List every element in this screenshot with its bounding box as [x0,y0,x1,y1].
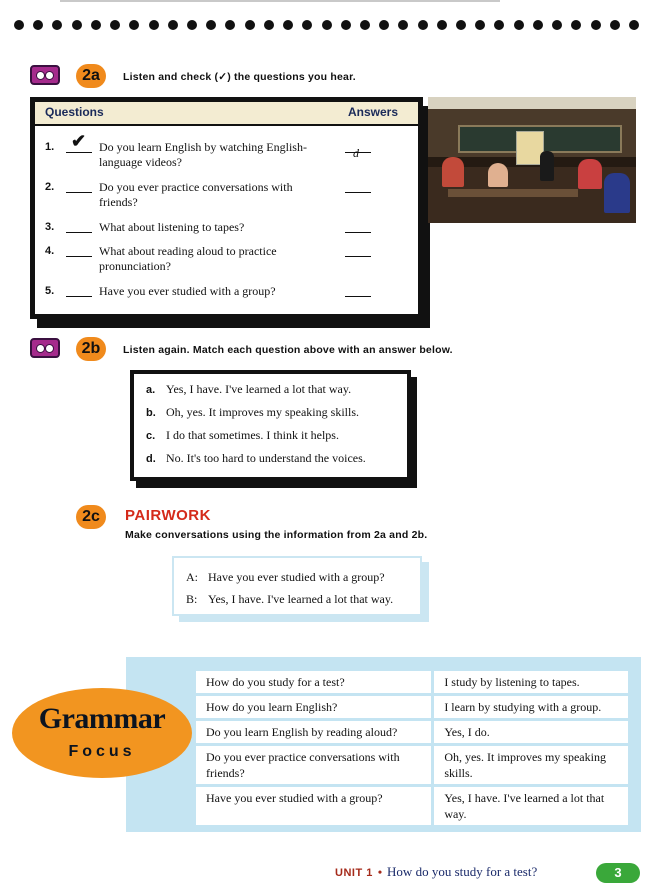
speaker-label: A: [186,570,198,584]
questions-box [30,97,423,319]
decorative-dot [379,20,389,30]
answer-letter: c. [146,430,156,442]
grammar-row [196,696,628,718]
dialogue-text: Have you ever studied with a group? [208,570,385,584]
grammar-row [196,787,628,825]
classroom-photo [428,97,636,223]
page-footer [335,864,537,880]
answer-letter: d. [146,453,156,465]
question-text: What about reading aloud to practice pronunciation? [99,244,277,273]
grammar-focus-badge [12,688,192,778]
grammar-table [193,668,631,828]
decorative-dot [494,20,504,30]
decorative-dot [533,20,543,30]
decorative-dot [571,20,581,30]
question-text: What about listening to tapes? [99,220,245,234]
answer-blank[interactable] [345,296,371,297]
answers-column-header: Answers [347,105,398,119]
decorative-dot [52,20,62,30]
grammar-question: Do you ever practice conversations with friends? [196,746,431,784]
questions-header [35,102,418,126]
decorative-dot [33,20,43,30]
grammar-subtitle: Focus [68,743,136,760]
decorative-dot [302,20,312,30]
answer-letter: b. [146,407,156,419]
unit-title: How do you study for a test? [387,864,538,879]
decorative-dot [418,20,428,30]
exercise-2a-instruction: Listen and check (✓) the questions you hear. [123,71,356,83]
decorative-dot [206,20,216,30]
grammar-question: How do you study for a test? [196,671,431,693]
exercise-2c-instruction: Make conversations using the information from 2a and 2b. [125,529,428,541]
decorative-dot [110,20,120,30]
page-number: 3 [596,863,640,883]
answer-option [146,405,359,420]
cassette-tape-icon [30,338,60,358]
dialogue-text: Yes, I have. I've learned a lot that way. [208,592,394,606]
answer-option-text: I do that sometimes. I think it helps. [166,428,339,442]
decorative-dot [591,20,601,30]
answer-option-text: No. It's too hard to understand the voices. [166,451,366,465]
question-number: 3. [45,221,55,233]
grammar-question: Have you ever studied with a group? [196,787,431,825]
answer-blank[interactable] [345,192,371,193]
question-number: 2. [45,181,55,193]
pairwork-title: PAIRWORK [125,507,211,524]
check-blank[interactable] [66,232,92,233]
answer-blank[interactable] [345,256,371,257]
decorative-dot [552,20,562,30]
dialogue-box [172,556,422,616]
question-text: Do you ever practice conversations with friends? [99,180,293,209]
answers-box [130,370,411,481]
decorative-dot [610,20,620,30]
question-text: Have you ever studied with a group? [99,284,276,298]
decorative-dot [91,20,101,30]
question-number: 1. [45,141,55,153]
question-number: 4. [45,245,55,257]
decorative-dot [264,20,274,30]
check-blank[interactable] [66,192,92,193]
check-blank[interactable] [66,256,92,257]
exercise-2a-badge: 2a [76,64,106,88]
decorative-dot [341,20,351,30]
cassette-tape-icon [30,65,60,85]
decorative-dot [149,20,159,30]
grammar-title: Grammar [38,702,166,735]
grammar-answer: Oh, yes. It improves my speaking skills. [434,746,628,784]
grammar-question: Do you learn English by reading aloud? [196,721,431,743]
decorative-dot [245,20,255,30]
speaker-label: B: [186,592,198,606]
answer-option-text: Oh, yes. It improves my speaking skills. [166,405,359,419]
dialogue-line [186,592,393,607]
decorative-dot [475,20,485,30]
grammar-answer: Yes, I have. I've learned a lot that way. [434,787,628,825]
decorative-dot [129,20,139,30]
decorative-dot [14,20,24,30]
decorative-dot [72,20,82,30]
answer-blank[interactable] [345,232,371,233]
decorative-dot [514,20,524,30]
grammar-row [196,721,628,743]
grammar-answer: I learn by studying with a group. [434,696,628,718]
decorative-dot [283,20,293,30]
decorative-dot [437,20,447,30]
grammar-answer: Yes, I do. [434,721,628,743]
footer-bullet: • [377,865,383,879]
decorative-dot [456,20,466,30]
answer-option-text: Yes, I have. I've learned a lot that way. [166,382,352,396]
check-blank[interactable] [66,152,92,153]
decorative-dot [187,20,197,30]
decorative-dot [225,20,235,30]
answer-letter: a. [146,384,156,396]
decorative-dot [629,20,639,30]
decorative-dot [168,20,178,30]
grammar-question: How do you learn English? [196,696,431,718]
exercise-2b-instruction: Listen again. Match each question above with an answer below. [123,344,453,356]
grammar-row [196,746,628,784]
answer-option [146,382,351,397]
check-blank[interactable] [66,296,92,297]
top-rule [60,0,500,2]
decorative-dot [360,20,370,30]
answer-option [146,428,339,443]
question-number: 5. [45,285,55,297]
answer-option [146,451,366,466]
grammar-answer: I study by listening to tapes. [434,671,628,693]
decorative-dot-row [14,20,639,34]
decorative-dot [398,20,408,30]
grammar-row [196,671,628,693]
question-text: Do you learn English by watching English-language videos? [99,140,307,169]
checkmark-icon: ✔ [71,131,87,151]
answer-value: d [353,146,359,160]
unit-label: UNIT 1 [335,867,373,879]
decorative-dot [322,20,332,30]
exercise-2c-badge: 2c [76,505,106,529]
exercise-2b-badge: 2b [76,337,106,361]
dialogue-line [186,570,385,585]
questions-column-header: Questions [45,105,104,119]
